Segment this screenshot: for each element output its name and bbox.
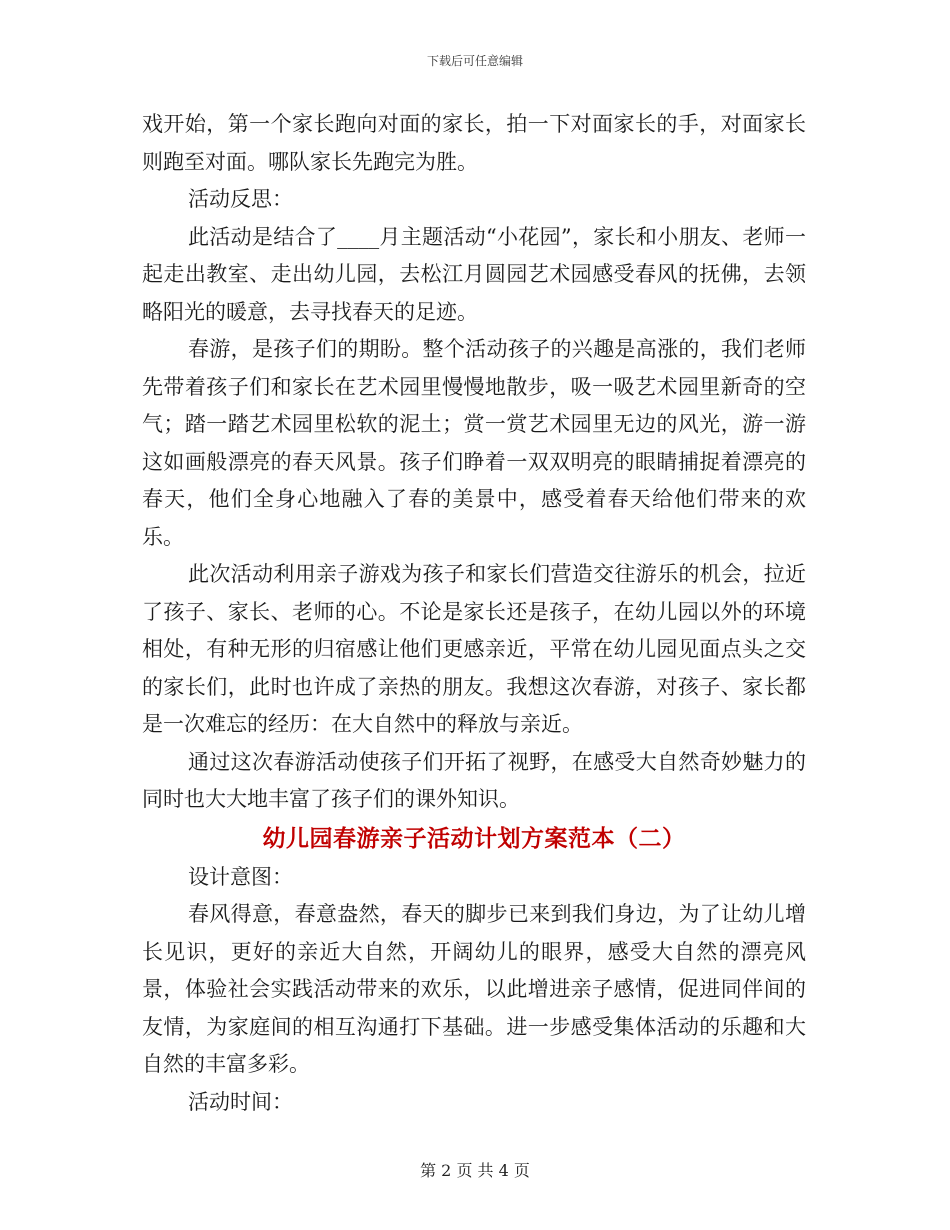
heading-design-intent: 设计意图：: [188, 864, 293, 889]
paragraph-reflection-2: 春游，是孩子们的期盼。整个活动孩子的兴趣是高涨的，我们老师先带着孩子们和家长在艺术园里慢慢地散步，吸一吸艺术园里新奇的空气；踏一踏艺术园里松软的泥土；赏一赏艺术园里无边的风光，游一游这如画般漂亮的春天风景。孩子们睁着一双双明亮的眼睛捕捉着漂亮的春天，他们全身心地融入了春的美景中，感受着春天给他们带来的欢乐。: [142, 337, 806, 549]
paragraph-reflection-4: 通过这次春游活动使孩子们开拓了视野，在感受大自然奇妙魅力的同时也大大地丰富了孩子们的课外知识。: [142, 749, 806, 811]
paragraph-game-rule: 戏开始，第一个家长跑向对面的家长，拍一下对面家长的手，对面家长则跑至对面。哪队家长先跑完为胜。: [142, 112, 806, 174]
heading-activity-time: 活动时间：: [188, 1089, 293, 1114]
paragraph-reflection-1: 此活动是结合了____月主题活动“小花园”，家长和小朋友、老师一起走出教室、走出幼儿园，去松江月圆园艺术园感受春风的抚佛，去领略阳光的暖意，去寻找春天的足迹。: [142, 224, 806, 324]
document-body: [142, 106, 806, 1121]
heading-activity-reflection: 活动反思：: [188, 187, 293, 211]
paragraph-reflection-3: 此次活动利用亲子游戏为孩子和家长们营造交往游乐的机会，拉近了孩子、家长、老师的心。不论是家长还是孩子，在幼儿园以外的环境相处，有种无形的归宿感让他们更感亲近，平常在幼儿园见面点头之交的家长们，此时也许成了亲热的朋友。我想这次春游，对孩子、家长都是一次难忘的经历：在大自然中的释放与亲近。: [142, 562, 806, 736]
header-note: 下载后可任意编辑: [426, 54, 523, 68]
section-title: 幼儿园春游亲子活动计划方案范本（二）: [262, 824, 686, 852]
page-number: 第 2 页 共 4 页: [420, 1161, 530, 1180]
paragraph-design-intent: 春风得意，春意盎然，春天的脚步已来到我们身边，为了让幼儿增长见识，更好的亲近大自然，开阔幼儿的眼界，感受大自然的漂亮风景，体验社会实践活动带来的欢乐，以此增进亲子感情，促进同伴间的友情，为家庭间的相互沟通打下基础。进一步感受集体活动的乐趣和大自然的丰富多彩。: [142, 902, 806, 1076]
